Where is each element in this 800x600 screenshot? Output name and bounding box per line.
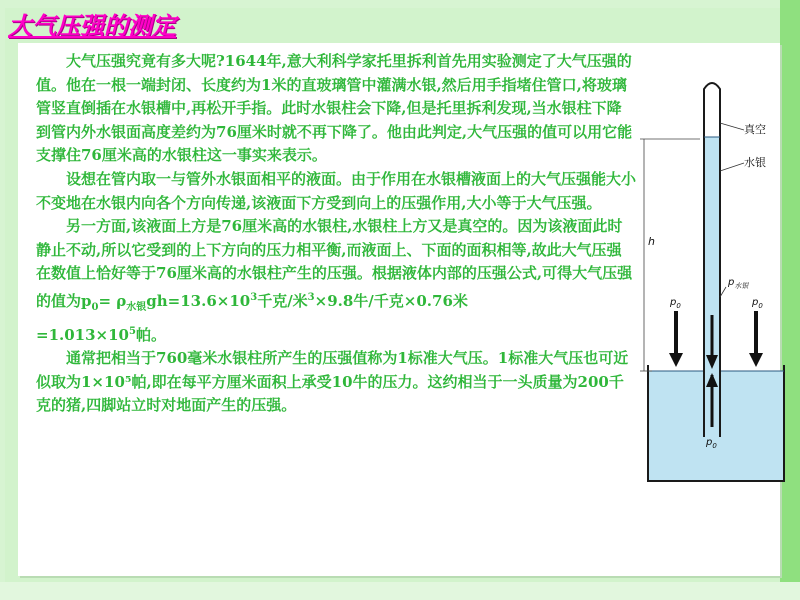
p0-left-label: $p_0$ bbox=[670, 297, 681, 310]
pressure-result: $=1.013\times 10^5$帕。 bbox=[36, 325, 166, 344]
paragraph-1: 大气压强究竟有多大呢?1644年,意大利科学家托里拆利首先用实验测定了大气压强的值。他在一根一端封闭、长度约为1米的直玻璃管中灌满水银,然后用手指堵住管口,将玻璃管竖直倒插在水银槽中,再松开手指。此时水银柱会下降,但是托里拆利发现,当水银柱下降到管内外水银面高度差约为76厘米时就不再下降了。他由此判定,大气压强的值可以用它能支撑住76厘米高的水银柱这一事实来表示。 bbox=[36, 52, 633, 165]
vacuum-label: 真空 bbox=[744, 123, 766, 136]
p0-bottom-label: $p_0$ bbox=[706, 437, 717, 450]
paragraph-3-text: 另一方面,该液面上方是76厘米高的水银柱,水银柱上方又是真空的。因为该液面此时静止不动,所以它受到的上下方向的压力相平衡,而液面上、下面的面积相等,故此大气压强在数值上恰好等于76厘米高的水银柱产生的压强。根据液体内部的压强公式,可得大气压强的值为 bbox=[36, 217, 633, 310]
paragraph-4: 通常把相当于760毫米水银柱所产生的压强值称为1标准大气压。1标准大气压也可近似取为1×10⁵帕,即在每平方厘米面积上承受10牛的压力。这约相当于一头质量为200千克的猪,四脚站立时对地面产生的压强。 bbox=[36, 349, 629, 415]
p0-right-arrowhead bbox=[749, 353, 763, 367]
vacuum-leader bbox=[720, 123, 744, 130]
mercury-leader bbox=[720, 163, 744, 171]
height-label: h bbox=[648, 235, 655, 248]
mercury-label: 水银 bbox=[744, 156, 766, 169]
p0-left-arrowhead bbox=[669, 353, 683, 367]
bottom-decor-band bbox=[0, 582, 800, 600]
p-mercury-label: $p_{水银}$ bbox=[728, 277, 749, 290]
pressure-formula: $p_0= \rho_{水银}gh=13.6\times 10^3$千克/米$^3$×9.8牛/千克×0.76米 bbox=[81, 291, 468, 313]
paragraph-3 bbox=[36, 215, 636, 319]
body-text bbox=[36, 50, 636, 418]
p0-right-label: $p_0$ bbox=[752, 297, 763, 310]
slide-title: 大气压强的测定 bbox=[8, 11, 176, 40]
torricelli-diagram bbox=[640, 75, 790, 505]
paragraph-2: 设想在管内取一与管外水银面相平的液面。由于作用在水银槽液面上的大气压强能大小不变地在水银内向各个方向传递,该液面下方受到向上的压强作用,大小等于大气压强。 bbox=[36, 169, 637, 212]
